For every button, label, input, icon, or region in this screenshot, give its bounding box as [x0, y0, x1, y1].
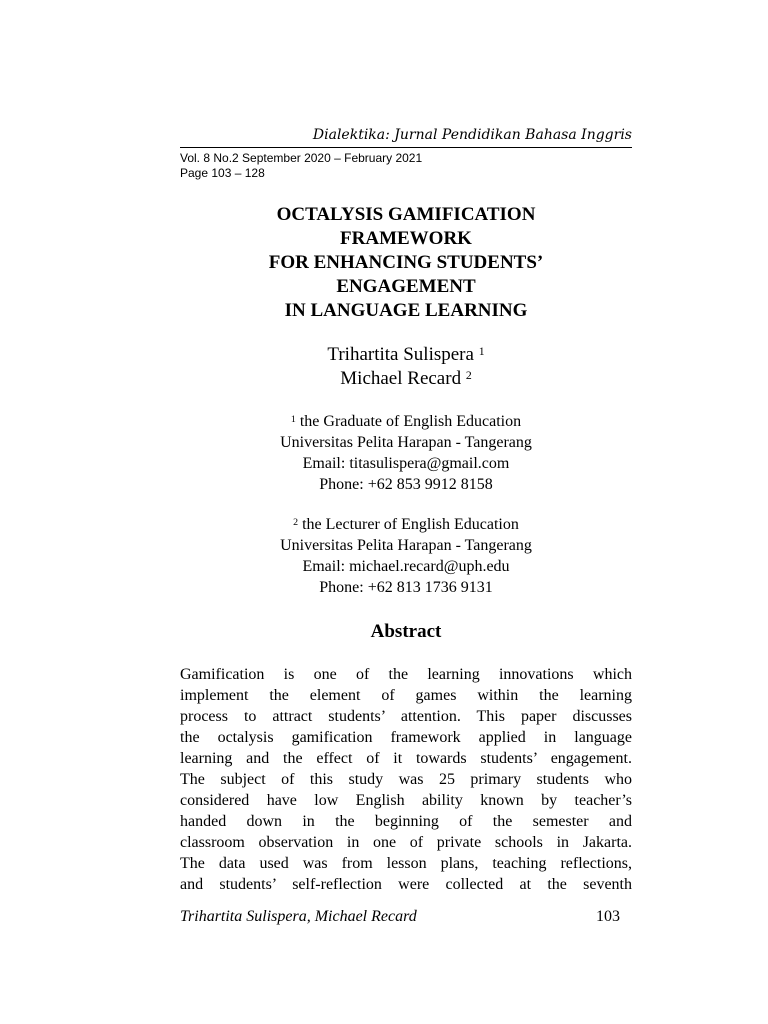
abstract-line: classroom observation in one of private schools in Jakarta. — [180, 834, 632, 851]
title-line: OCTALYSIS GAMIFICATION — [276, 204, 536, 225]
abstract-heading: Abstract — [370, 621, 442, 642]
affiliation-mark: 2 — [293, 516, 299, 528]
header-rule — [180, 147, 632, 148]
affiliation-role-line — [180, 411, 632, 432]
abstract-line: The data used was from lesson plans, teaching reflections, — [180, 855, 632, 872]
author-name: Michael Recard — [340, 368, 462, 389]
author — [180, 343, 632, 367]
abstract-line: considered have low English ability known by teacher’s — [180, 792, 632, 809]
affiliation-phone: Phone: +62 813 1736 9131 — [319, 579, 493, 596]
abstract-body — [180, 664, 632, 895]
affiliation-institution: Universitas Pelita Harapan - Tangerang — [280, 434, 532, 451]
paper-title — [180, 203, 632, 323]
affiliation-phone: Phone: +62 853 9912 8158 — [319, 476, 493, 493]
footer-page-number: 103 — [596, 908, 620, 925]
author-affiliation-mark: 1 — [478, 344, 485, 358]
affiliation-institution: Universitas Pelita Harapan - Tangerang — [280, 537, 532, 554]
abstract-line: learning and the effect of it towards students’ engagement. — [180, 750, 632, 767]
title-line: IN LANGUAGE LEARNING — [284, 300, 528, 321]
affiliation-email: Email: michael.recard@uph.edu — [302, 558, 510, 575]
affiliation-email: Email: titasulispera@gmail.com — [302, 455, 510, 472]
author-name: Trihartita Sulispera — [327, 344, 474, 365]
affiliation-mark: 1 — [290, 413, 296, 425]
title-line: ENGAGEMENT — [336, 276, 476, 297]
author — [180, 367, 632, 391]
abstract-line: The subject of this study was 25 primary students who — [180, 771, 632, 788]
title-line: FRAMEWORK — [340, 228, 472, 249]
affiliation-role-line — [180, 514, 632, 535]
volume-info: Vol. 8 No.2 September 2020 – February 2021 — [180, 151, 423, 165]
abstract-line: handed down in the beginning of the semester and — [180, 813, 632, 830]
abstract-line: process to attract students’ attention. This paper discusses — [180, 708, 632, 725]
page-range: Page 103 – 128 — [180, 166, 265, 180]
abstract-line: implement the element of games within the learning — [180, 687, 632, 704]
abstract-line: Gamification is one of the learning innovations which — [180, 666, 632, 683]
footer-authors: Trihartita Sulispera, Michael Recard — [180, 908, 417, 925]
abstract-line: and students’ self-reflection were collected at the seventh — [180, 876, 632, 893]
author-affiliation-mark: 2 — [465, 368, 472, 382]
affiliation-role: the Lecturer of English Education — [302, 516, 519, 533]
journal-name: Dialektika: Jurnal Pendidikan Bahasa Inggris — [312, 127, 632, 143]
author-list — [180, 343, 632, 391]
affiliation-block — [180, 514, 632, 598]
abstract-line: the octalysis gamification framework applied in language — [180, 729, 632, 746]
title-line: FOR ENHANCING STUDENTS’ — [268, 252, 544, 273]
affiliation-block — [180, 411, 632, 495]
affiliation-role: the Graduate of English Education — [299, 413, 522, 430]
